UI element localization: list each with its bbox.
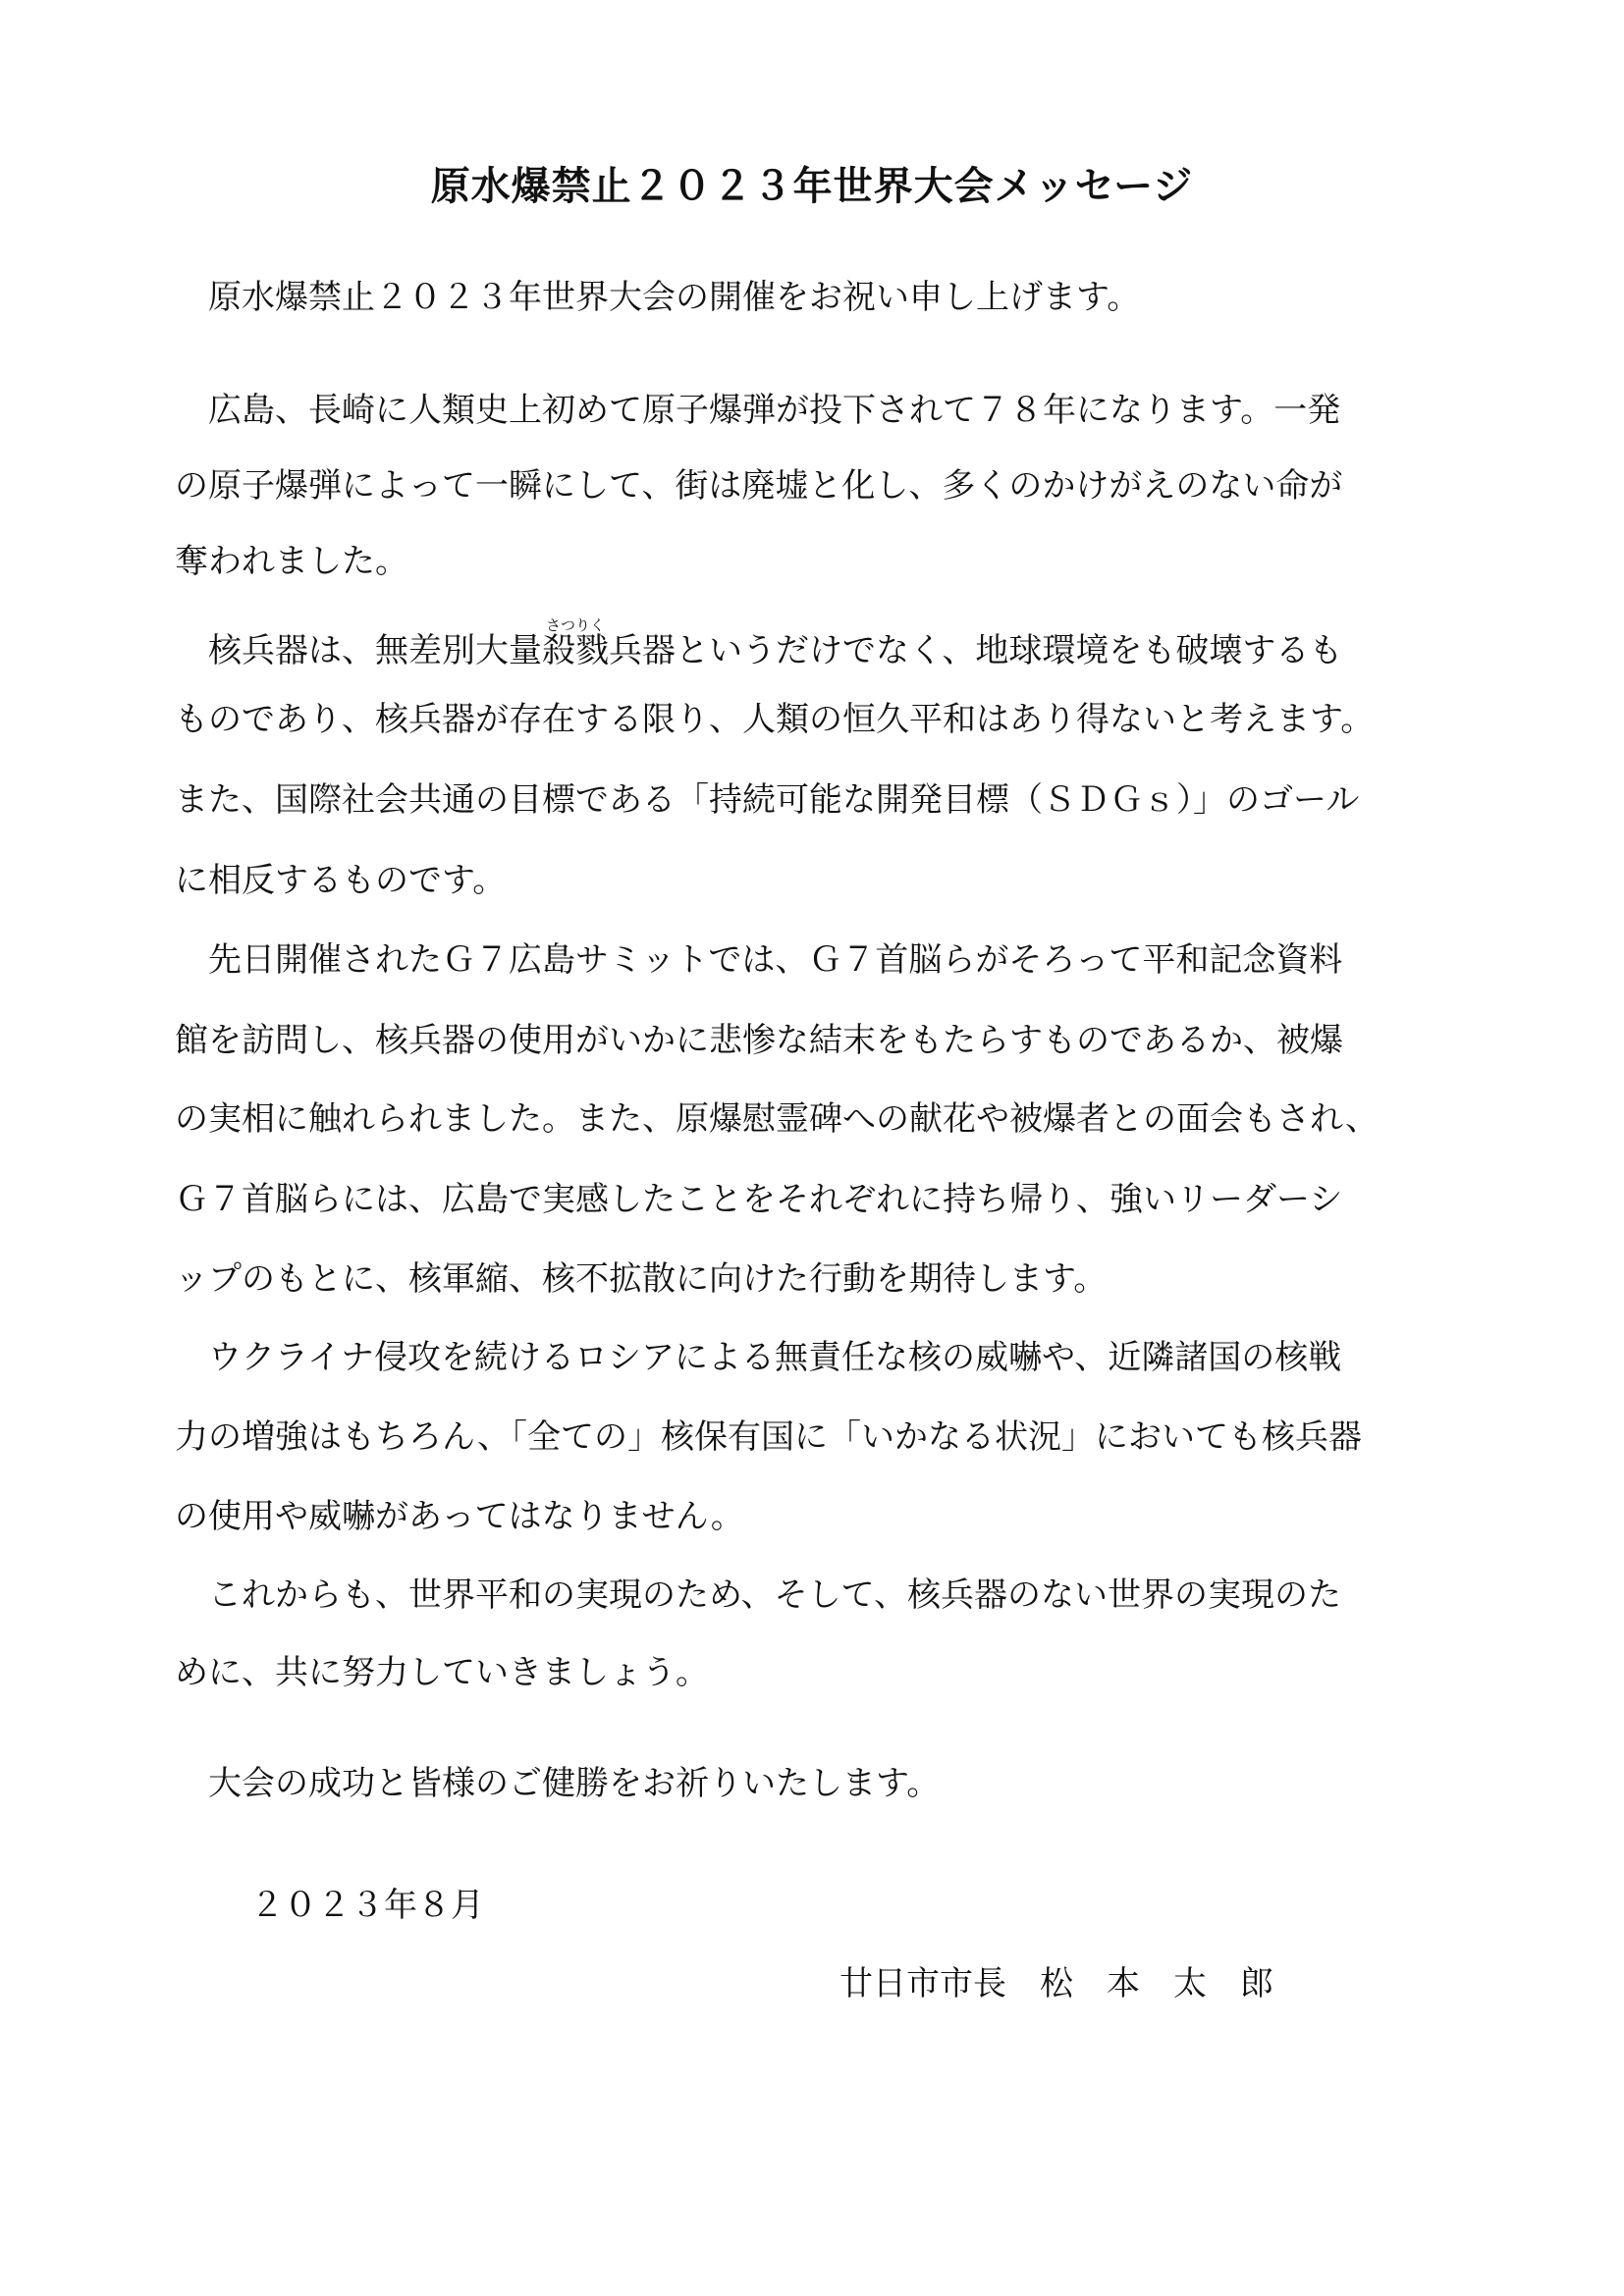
document-title: 原水爆禁止２０２３年世界大会メッセージ bbox=[430, 164, 1194, 209]
ruby-base: 殺戮 bbox=[542, 631, 609, 670]
paragraph-line: の原子爆弾によって一瞬にして、街は廃墟と化し、多くのかけがえのない命が bbox=[175, 466, 1343, 506]
paragraph-line: めに、共に努力していきましょう。 bbox=[175, 1653, 709, 1692]
paragraph-line: ップのもとに、核軍縮、核不拡散に向けた行動を期待します。 bbox=[175, 1259, 1108, 1299]
paragraph-line-with-ruby bbox=[175, 616, 1342, 670]
paragraph-line: 力の増強はもちろん、「全ての」核保有国に「いかなる状況」においても核兵器 bbox=[175, 1417, 1363, 1457]
ruby-word bbox=[542, 616, 609, 670]
paragraph-line: 大会の成功と皆様のご健勝をお祈りいたします。 bbox=[175, 1764, 941, 1803]
paragraph-line: これからも、世界平和の実現のため、そして、核兵器のない世界の実現のた bbox=[175, 1575, 1341, 1615]
paragraph-line: の使用や威嚇があってはなりません。 bbox=[175, 1497, 744, 1536]
paragraph-line: 広島、長崎に人類史上初めて原子爆弾が投下されて７８年になります。一発 bbox=[175, 391, 1341, 430]
document-date: ２０２３年８月 bbox=[250, 1886, 484, 1925]
ruby-line-after: 兵器というだけでなく、地球環境をも破壊するも bbox=[609, 631, 1343, 670]
paragraph-line: また、国際社会共通の目標である「持続可能な開発目標（ＳＤＧｓ）」のゴール bbox=[175, 780, 1360, 820]
paragraph-line: 館を訪問し、核兵器の使用がいかに悲惨な結末をもたらすものであるか、被爆 bbox=[175, 1021, 1343, 1060]
paragraph-line: 先日開催されたＧ７広島サミットでは、Ｇ７首脳らがそろって平和記念資料 bbox=[175, 940, 1343, 980]
paragraph-line: に相反するものです。 bbox=[175, 861, 507, 900]
paragraph-line: Ｇ７首脳らには、広島で実感したことをそれぞれに持ち帰り、強いリーダーシ bbox=[175, 1180, 1343, 1219]
paragraph-line: ウクライナ侵攻を続けるロシアによる無責任な核の威嚇や、近隣諸国の核戦 bbox=[175, 1338, 1342, 1377]
paragraph-line: 原水爆禁止２０２３年世界大会の開催をお祝い申し上げます。 bbox=[175, 278, 1141, 317]
signature: 廿日市市長 松 本 太 郎 bbox=[839, 1964, 1273, 2003]
paragraph-line: の実相に触れられました。また、原爆慰霊碑への献花や被爆者との面会もされ、 bbox=[175, 1099, 1380, 1139]
paragraph-line: ものであり、核兵器が存在する限り、人類の恒久平和はあり得ないと考えます。 bbox=[175, 700, 1375, 739]
ruby-reading: さつりく bbox=[542, 616, 609, 634]
paragraph-line: 奪われました。 bbox=[175, 542, 408, 581]
ruby-line-before: 核兵器は、無差別大量 bbox=[175, 631, 542, 670]
